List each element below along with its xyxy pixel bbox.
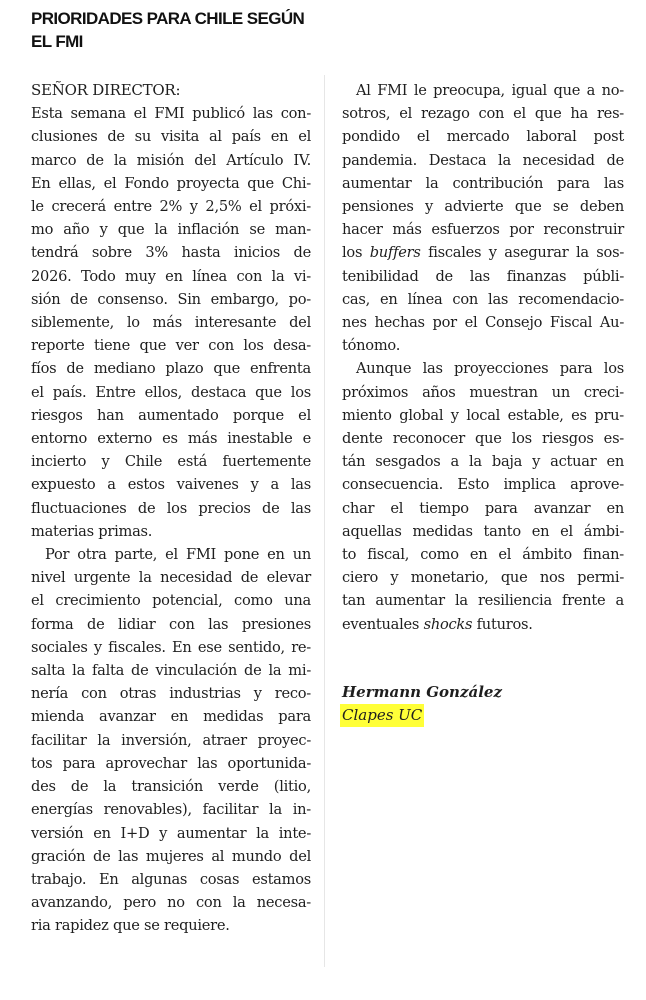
text-line: 2026. Todo muy en línea con la vi- [31, 267, 311, 285]
text-line: tenibilidad de las finanzas públi- [342, 267, 624, 285]
text-line: energías renovables), facilitar la in- [31, 801, 311, 819]
text-line: tán sesgados a la baja y actuar en [342, 453, 624, 471]
text-line: sotros, el rezago con el que ha res- [342, 105, 624, 123]
text-line: el crecimiento potencial, como una [31, 592, 311, 610]
text-line: Al FMI le preocupa, igual que a no- [356, 82, 624, 99]
text-line: trabajo. En algunas cosas estamos [31, 870, 311, 888]
text-line: el país. Entre ellos, destaca que los [31, 383, 311, 401]
text-line: tan aumentar la resiliencia frente a [342, 592, 624, 610]
text-line: cas, en línea con las recomendacio- [342, 290, 624, 308]
text-line: sociales y fiscales. En ese sentido, re- [31, 638, 311, 656]
text-line: hacer más esfuerzos por reconstruir [342, 221, 624, 239]
text-line: ria rapidez que se requiere. [31, 917, 230, 935]
text-line: tendrá sobre 3% hasta inicios de [31, 244, 311, 262]
text-line: facilitar la inversión, atraer proyec- [31, 731, 311, 749]
text-line: entorno externo es más inestable e [31, 430, 311, 448]
text-line: Aunque las proyecciones para los [356, 360, 624, 378]
author-affiliation: Clapes UC [340, 704, 424, 727]
text-line: gración de las mujeres al mundo del [31, 847, 311, 865]
text-line: Esta semana el FMI publicó las con- [31, 105, 311, 123]
text-line: nería con otras industrias y reco- [31, 685, 311, 703]
text-line: aumentar la contribución para las [342, 174, 624, 192]
text-line: nes hechas por el Consejo Fiscal Au- [342, 314, 624, 332]
text-line: forma de lidiar con las presiones [31, 615, 311, 633]
text-line: incierto y Chile está fuertemente [31, 453, 311, 471]
text-line: siblemente, lo más interesante del [31, 314, 311, 332]
left-column [31, 79, 311, 938]
text-line: eventuales shocks futuros. [342, 615, 533, 633]
text-line: pondido el mercado laboral post [342, 128, 624, 146]
author-name: Hermann González [342, 683, 502, 701]
text-line: dente reconocer que los riesgos es- [342, 430, 624, 448]
text-line: riesgos han aumentado porque el [31, 406, 311, 424]
text-line: salta la falta de vinculación de la mi- [31, 662, 311, 680]
text-line: char el tiempo para avanzar en [342, 499, 624, 517]
text-line: ciero y monetario, que nos permi- [342, 569, 624, 587]
text-line: los buffers fiscales y asegurar la sos- [342, 244, 624, 262]
text-line: le crecerá entre 2% y 2,5% el próxi- [31, 198, 311, 216]
text-line: reporte tiene que ver con los desa- [31, 337, 311, 355]
text-line: En ellas, el Fondo proyecta que Chi- [31, 174, 311, 192]
right-column [342, 79, 624, 636]
text-line: miento global y local estable, es pru- [342, 406, 624, 424]
text-line: nivel urgente la necesidad de elevar [31, 569, 311, 587]
text-line: clusiones de su visita al país en el [31, 128, 311, 146]
text-line: fíos de mediano plazo que enfrenta [31, 360, 311, 378]
text-line: consecuencia. Esto implica aprove- [342, 476, 624, 494]
text-line: des de la transición verde (litio, [31, 778, 311, 796]
text-line: materias primas. [31, 522, 153, 540]
text-line: aquellas medidas tanto en el ámbi- [342, 522, 624, 540]
text-line: tónomo. [342, 337, 401, 355]
text-line: avanzando, pero no con la necesa- [31, 894, 311, 912]
column-divider [324, 75, 325, 967]
salutation: SEÑOR DIRECTOR: [31, 81, 181, 99]
text-line: to fiscal, como en el ámbito finan- [342, 546, 624, 564]
text-line: versión en I+D y aumentar la inte- [31, 824, 311, 842]
text-line: tos para aprovechar las oportunida- [31, 754, 311, 772]
headline-line: PRIORIDADES PARA CHILE SEGÚN [31, 9, 305, 28]
headline [31, 7, 316, 53]
text-line: pensiones y advierte que se deben [342, 198, 624, 216]
text-line: mo año y que la inflación se man- [31, 221, 311, 239]
text-line: sión de consenso. Sin embargo, po- [31, 290, 311, 308]
text-line: Por otra parte, el FMI pone en un [45, 546, 311, 564]
text-line: próximos años muestran un creci- [342, 383, 624, 401]
text-line: expuesto a estos vaivenes y a las [31, 476, 311, 494]
text-line: fluctuaciones de los precios de las [31, 499, 311, 517]
text-line: pandemia. Destaca la necesidad de [342, 151, 624, 169]
signature-block [342, 681, 502, 727]
text-line: marco de la misión del Artículo IV. [31, 151, 311, 169]
text-line: mienda avanzar en medidas para [31, 708, 311, 726]
headline-line: EL FMI [31, 32, 83, 51]
